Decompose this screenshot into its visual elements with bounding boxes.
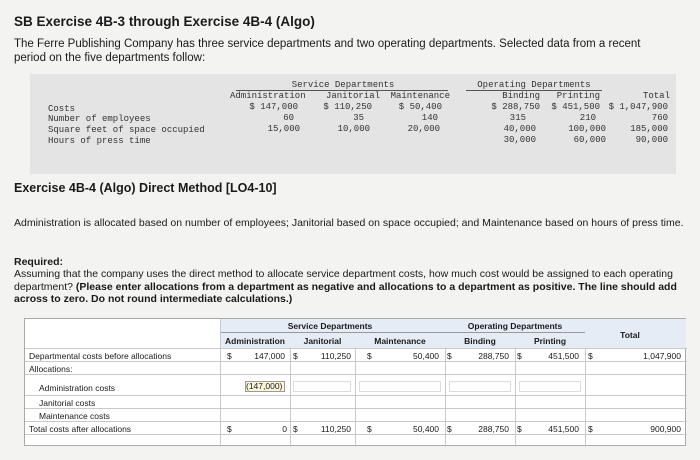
- cell-value: 50,400: [413, 351, 439, 361]
- exercise-heading: Exercise 4B-4 (Algo) Direct Method [LO4-10]: [14, 181, 277, 195]
- admin-allocation-input[interactable]: (147,000): [245, 381, 285, 392]
- total-header: Total: [620, 330, 640, 340]
- currency-symbol: $: [227, 351, 232, 361]
- data-table: [30, 74, 676, 174]
- col-header: Printing: [533, 336, 567, 346]
- cell-value: $ 110,250: [323, 102, 372, 112]
- currency-symbol: $: [367, 351, 372, 361]
- currency-symbol: $: [588, 424, 593, 434]
- currency-symbol: $: [517, 424, 522, 434]
- cell-value: $ 288,750: [491, 102, 540, 112]
- currency-symbol: $: [293, 351, 298, 361]
- answer-table: [24, 318, 686, 446]
- col-header: Janitorial: [325, 91, 380, 101]
- required-label: Required:: [14, 256, 64, 268]
- cell-value: 10,000: [337, 124, 370, 134]
- cell-value: $ 451,500: [551, 102, 600, 112]
- cell-value: 50,400: [413, 424, 439, 434]
- cell-value: 315: [509, 113, 526, 123]
- row-label: Number of employees: [48, 114, 151, 124]
- input-cell[interactable]: [293, 381, 351, 392]
- cell-value: 185,000: [630, 124, 668, 134]
- service-departments-header: Service Departments: [287, 321, 373, 331]
- col-header: Total: [642, 91, 670, 101]
- input-cell[interactable]: [449, 381, 511, 392]
- cell-value: 100,000: [568, 124, 606, 134]
- col-header: Printing: [556, 91, 600, 101]
- cell-value: 140: [421, 113, 438, 123]
- row-label: Total costs after allocations: [29, 424, 132, 434]
- row-label: Square feet of space occupied: [48, 125, 205, 135]
- cell-value: 90,000: [635, 135, 668, 145]
- currency-symbol: $: [447, 424, 452, 434]
- row-label: Departmental costs before allocations: [29, 351, 172, 361]
- col-header: Binding: [464, 336, 496, 346]
- cell-value: $ 147,000: [249, 102, 298, 112]
- cell-value: 110,250: [320, 351, 351, 361]
- cell-value: 30,000: [503, 135, 536, 145]
- cell-value: 147,000: [254, 351, 285, 361]
- col-header: Administration: [230, 91, 306, 101]
- cell-value: 288,750: [478, 351, 509, 361]
- allocation-basis-text: Administration is allocated based on number of employees; Janitorial based on space occupied; and Maintenance based on hours of press time.: [14, 217, 684, 229]
- cell-value: 35: [353, 113, 364, 123]
- row-label: Allocations:: [29, 364, 73, 374]
- question: Assuming that the company uses the direct method to allocate service department costs, how much cost would be assigned to each operating department?: [14, 268, 673, 293]
- row-label: Costs: [48, 104, 76, 114]
- row-label: Maintenance costs: [39, 411, 110, 421]
- input-cell[interactable]: [359, 381, 441, 392]
- cell-value: $ 1,047,900: [608, 102, 668, 112]
- cell-value: 900,900: [650, 424, 681, 434]
- currency-symbol: $: [293, 424, 298, 434]
- cell-value: 451,500: [548, 424, 579, 434]
- cell-value: 1,047,900: [643, 351, 681, 361]
- input-cell[interactable]: [519, 381, 581, 392]
- cell-value: 20,000: [407, 124, 440, 134]
- cell-value: 288,750: [478, 424, 509, 434]
- col-header: Janitorial: [303, 336, 342, 346]
- col-header: Maintenance: [390, 91, 450, 101]
- operating-departments-header: Operating Departments: [467, 321, 563, 331]
- currency-symbol: $: [588, 351, 593, 361]
- operating-departments-header: Operating Departments: [477, 80, 591, 90]
- intro-text: The Ferre Publishing Company has three service departments and two operating departments. Selected data from a recent period on the five departments follow:: [14, 38, 641, 64]
- question-text: [14, 268, 686, 306]
- currency-symbol: $: [227, 424, 232, 434]
- row-label: Administration costs: [39, 383, 116, 393]
- cell-value: 15,000: [267, 124, 300, 134]
- col-header: Maintenance: [374, 336, 426, 346]
- cell-value: 110,250: [320, 424, 351, 434]
- page-title: SB Exercise 4B-3 through Exercise 4B-4 (Algo): [14, 14, 315, 29]
- instruction: (Please enter allocations from a department as negative and allocations to a department as positive. The line should add across to zero. Do not round intermediate calculations.): [14, 280, 677, 305]
- currency-symbol: $: [367, 424, 372, 434]
- cell-value: 760: [651, 113, 668, 123]
- row-label: Hours of press time: [48, 136, 151, 146]
- col-header: Administration: [225, 336, 285, 346]
- col-header: Binding: [502, 91, 540, 101]
- cell-value: 451,500: [548, 351, 579, 361]
- service-departments-header: Service Departments: [291, 80, 395, 90]
- currency-symbol: $: [447, 351, 452, 361]
- cell-value: 210: [579, 113, 596, 123]
- cell-value: 40,000: [503, 124, 536, 134]
- currency-symbol: $: [517, 351, 522, 361]
- row-label: Janitorial costs: [39, 398, 96, 408]
- cell-value: 60,000: [573, 135, 606, 145]
- cell-value: 0: [282, 424, 287, 434]
- cell-value: 60: [283, 113, 294, 123]
- cell-value: $ 50,400: [398, 102, 442, 112]
